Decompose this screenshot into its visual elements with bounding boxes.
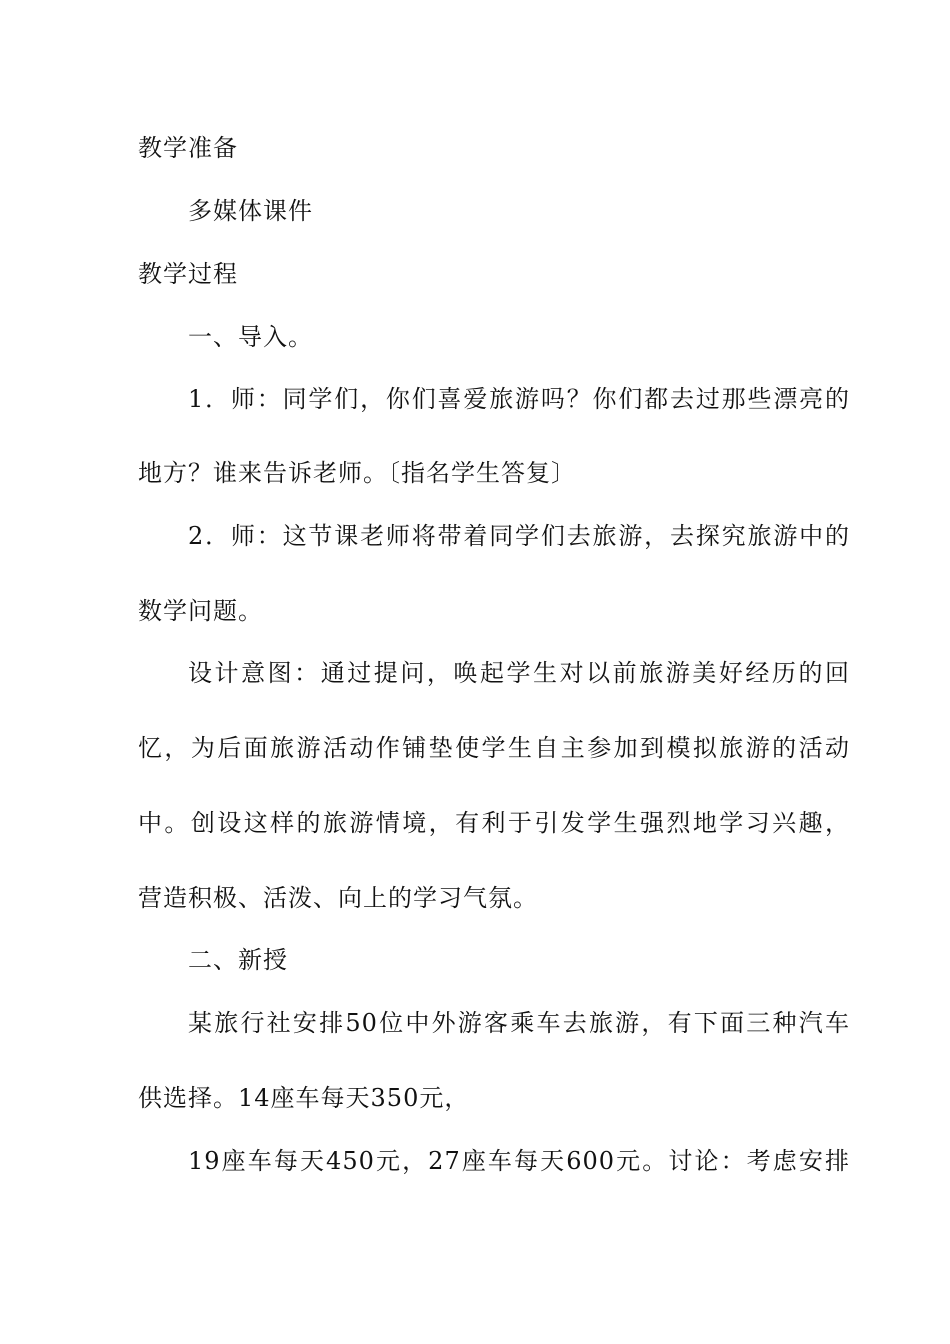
paragraph-line: 某旅行社安排50位中外游客乘车去旅游，有下面三种汽车 [188, 1009, 850, 1037]
heading-teaching-process: 教学过程 [138, 260, 238, 288]
paragraph-line: 1．师：同学们，你们喜爱旅游吗？你们都去过那些漂亮的 [188, 385, 850, 413]
paragraph-line: 中。创设这样的旅游情境，有利于引发学生强烈地学习兴趣， [138, 809, 850, 837]
paragraph-line: 地方？谁来告诉老师。〔指名学生答复〕 [138, 459, 576, 487]
paragraph-line: 供选择。14座车每天350元， [138, 1084, 470, 1112]
paragraph-line: 19座车每天450元，27座车每天600元。讨论：考虑安排 [188, 1147, 850, 1175]
paragraph-line: 营造积极、活泼、向上的学习气氛。 [138, 884, 538, 912]
text-multimedia-courseware: 多媒体课件 [188, 197, 313, 225]
paragraph-line: 2．师：这节课老师将带着同学们去旅游，去探究旅游中的 [188, 522, 850, 550]
section-heading-new-lesson: 二、新授 [188, 946, 288, 974]
paragraph-line: 忆，为后面旅游活动作铺垫使学生自主参加到模拟旅游的活动 [138, 734, 850, 762]
section-heading-introduction: 一、导入。 [188, 323, 313, 351]
heading-teaching-preparation: 教学准备 [138, 134, 238, 162]
paragraph-line: 设计意图：通过提问，唤起学生对以前旅游美好经历的回 [188, 659, 850, 687]
paragraph-line: 数学问题。 [138, 597, 263, 625]
